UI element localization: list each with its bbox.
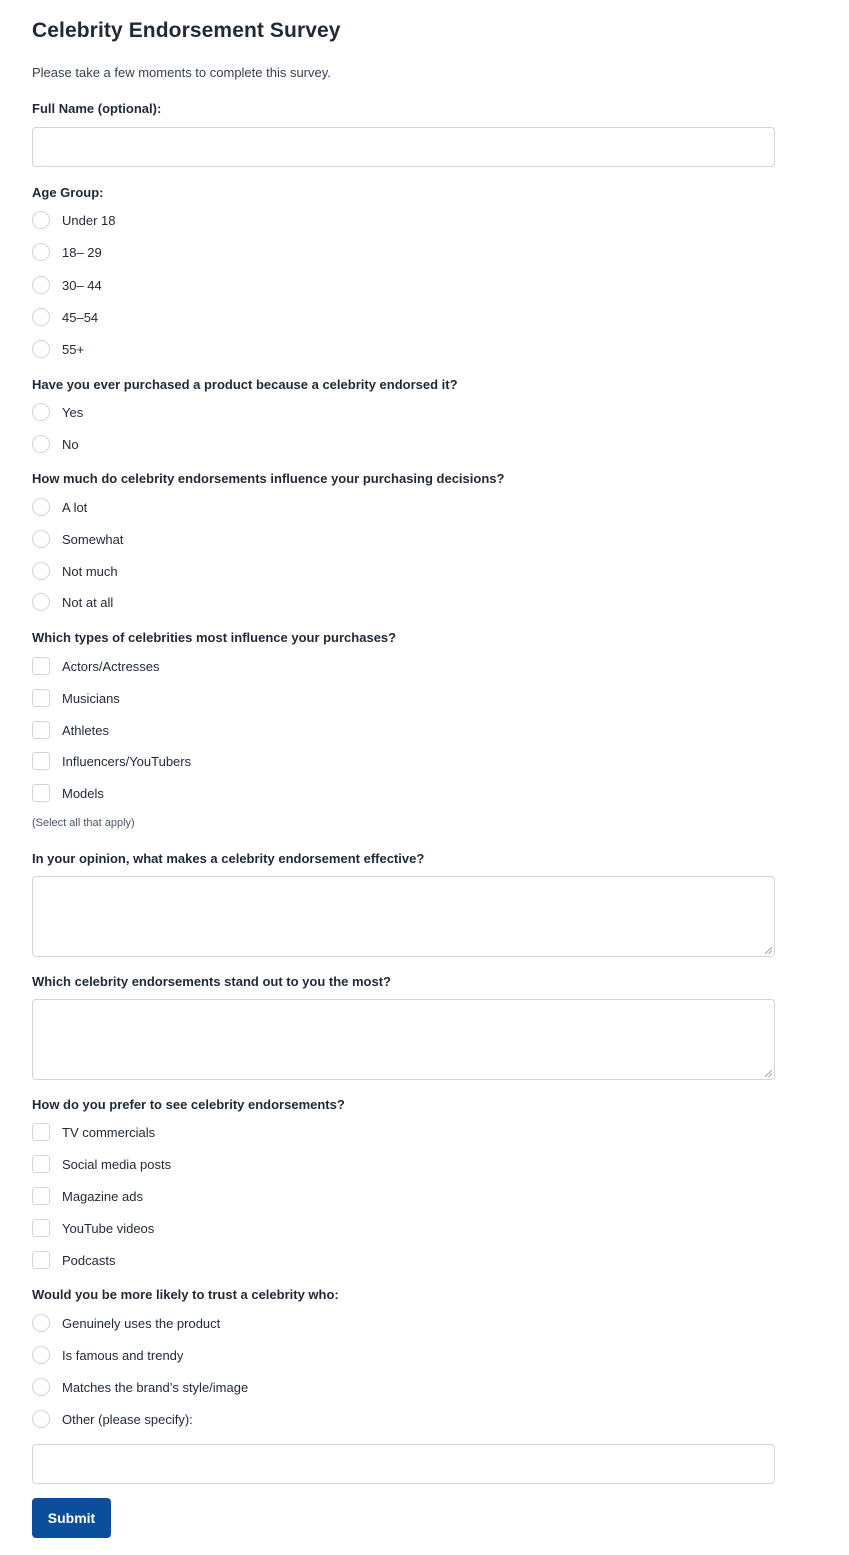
survey-intro: Please take a few moments to complete this survey. (32, 65, 331, 80)
radio-button[interactable] (32, 562, 50, 580)
stand-out-textarea[interactable] (32, 999, 775, 1080)
option-label: Magazine ads (62, 1188, 143, 1204)
option-label: 45–54 (62, 309, 99, 325)
submit-button[interactable]: Submit (32, 1498, 111, 1538)
option-label: Under 18 (62, 212, 116, 228)
option-label: YouTube videos (62, 1220, 155, 1236)
radio-button[interactable] (32, 340, 50, 358)
radio-button[interactable] (32, 308, 50, 326)
influence-option-a-lot[interactable] (32, 497, 87, 517)
checkbox[interactable] (32, 752, 50, 770)
checkbox[interactable] (32, 1251, 50, 1269)
type-option-musicians[interactable] (32, 688, 120, 708)
radio-button[interactable] (32, 211, 50, 229)
age-option-18-29[interactable] (32, 242, 102, 262)
checkbox[interactable] (32, 1187, 50, 1205)
purchased-label: Have you ever purchased a product because a celebrity endorsed it? (32, 377, 458, 392)
trust-option-matches-brand[interactable] (32, 1377, 248, 1397)
option-label: TV commercials (62, 1124, 156, 1140)
trust-option-other[interactable] (32, 1409, 193, 1429)
option-label: 55+ (62, 341, 85, 357)
effective-textarea[interactable] (32, 876, 775, 957)
checkbox[interactable] (32, 1155, 50, 1173)
checkbox[interactable] (32, 689, 50, 707)
radio-button[interactable] (32, 1314, 50, 1332)
option-label: Actors/Actresses (62, 658, 160, 674)
radio-button[interactable] (32, 403, 50, 421)
option-label: Social media posts (62, 1156, 172, 1172)
channel-option-social[interactable] (32, 1154, 171, 1174)
option-label: No (62, 436, 79, 452)
option-label: Models (62, 785, 104, 801)
trust-option-famous[interactable] (32, 1345, 183, 1365)
influence-option-not-at-all[interactable] (32, 592, 113, 612)
option-label: Genuinely uses the product (62, 1315, 221, 1331)
page-title: Celebrity Endorsement Survey (32, 19, 341, 42)
preferred-channels-label: How do you prefer to see celebrity endorsements? (32, 1097, 345, 1112)
option-label: Not much (62, 563, 118, 579)
option-label: Not at all (62, 594, 114, 610)
radio-button[interactable] (32, 530, 50, 548)
radio-button[interactable] (32, 1378, 50, 1396)
trust-option-genuine[interactable] (32, 1313, 220, 1333)
stand-out-label: Which celebrity endorsements stand out to you the most? (32, 974, 391, 989)
radio-button[interactable] (32, 1410, 50, 1428)
type-option-influencers[interactable] (32, 751, 191, 771)
checkbox[interactable] (32, 721, 50, 739)
age-option-under-18[interactable] (32, 210, 115, 230)
resize-handle-icon[interactable] (765, 947, 772, 954)
radio-button[interactable] (32, 593, 50, 611)
checkbox[interactable] (32, 784, 50, 802)
option-label: Other (please specify): (62, 1411, 193, 1427)
option-label: Is famous and trendy (62, 1347, 184, 1363)
age-option-30-44[interactable] (32, 275, 102, 295)
channel-option-tv[interactable] (32, 1122, 155, 1142)
option-label: Somewhat (62, 531, 124, 547)
radio-button[interactable] (32, 498, 50, 516)
full-name-input[interactable] (32, 127, 775, 167)
option-label: Yes (62, 404, 84, 420)
age-option-55-plus[interactable] (32, 339, 84, 359)
checkbox[interactable] (32, 657, 50, 675)
option-label: Podcasts (62, 1252, 116, 1268)
type-option-actors[interactable] (32, 656, 160, 676)
radio-button[interactable] (32, 1346, 50, 1364)
age-group-label: Age Group: (32, 185, 104, 200)
checkbox[interactable] (32, 1123, 50, 1141)
effective-label: In your opinion, what makes a celebrity endorsement effective? (32, 851, 425, 866)
option-label: Matches the brand’s style/image (62, 1379, 249, 1395)
influence-label: How much do celebrity endorsements influence your purchasing decisions? (32, 471, 505, 486)
option-label: 18– 29 (62, 244, 102, 260)
option-label: Athletes (62, 722, 109, 738)
option-label: 30– 44 (62, 277, 102, 293)
radio-button[interactable] (32, 243, 50, 261)
channel-option-magazine[interactable] (32, 1186, 143, 1206)
type-option-models[interactable] (32, 783, 104, 803)
type-option-athletes[interactable] (32, 720, 109, 740)
option-label: Musicians (62, 690, 120, 706)
channel-option-podcasts[interactable] (32, 1250, 115, 1270)
other-specify-input[interactable] (32, 1444, 775, 1484)
age-option-45-54[interactable] (32, 307, 98, 327)
trust-label: Would you be more likely to trust a celebrity who: (32, 1287, 339, 1302)
celebrity-types-label: Which types of celebrities most influence your purchases? (32, 630, 397, 645)
select-all-hint: (Select all that apply) (32, 817, 135, 829)
resize-handle-icon[interactable] (765, 1070, 772, 1077)
radio-button[interactable] (32, 276, 50, 294)
purchased-option-no[interactable] (32, 434, 79, 454)
influence-option-not-much[interactable] (32, 561, 118, 581)
full-name-label: Full Name (optional): (32, 101, 162, 116)
influence-option-somewhat[interactable] (32, 529, 123, 549)
purchased-option-yes[interactable] (32, 402, 83, 422)
checkbox[interactable] (32, 1219, 50, 1237)
channel-option-youtube[interactable] (32, 1218, 154, 1238)
radio-button[interactable] (32, 435, 50, 453)
option-label: A lot (62, 499, 88, 515)
option-label: Influencers/YouTubers (62, 753, 192, 769)
